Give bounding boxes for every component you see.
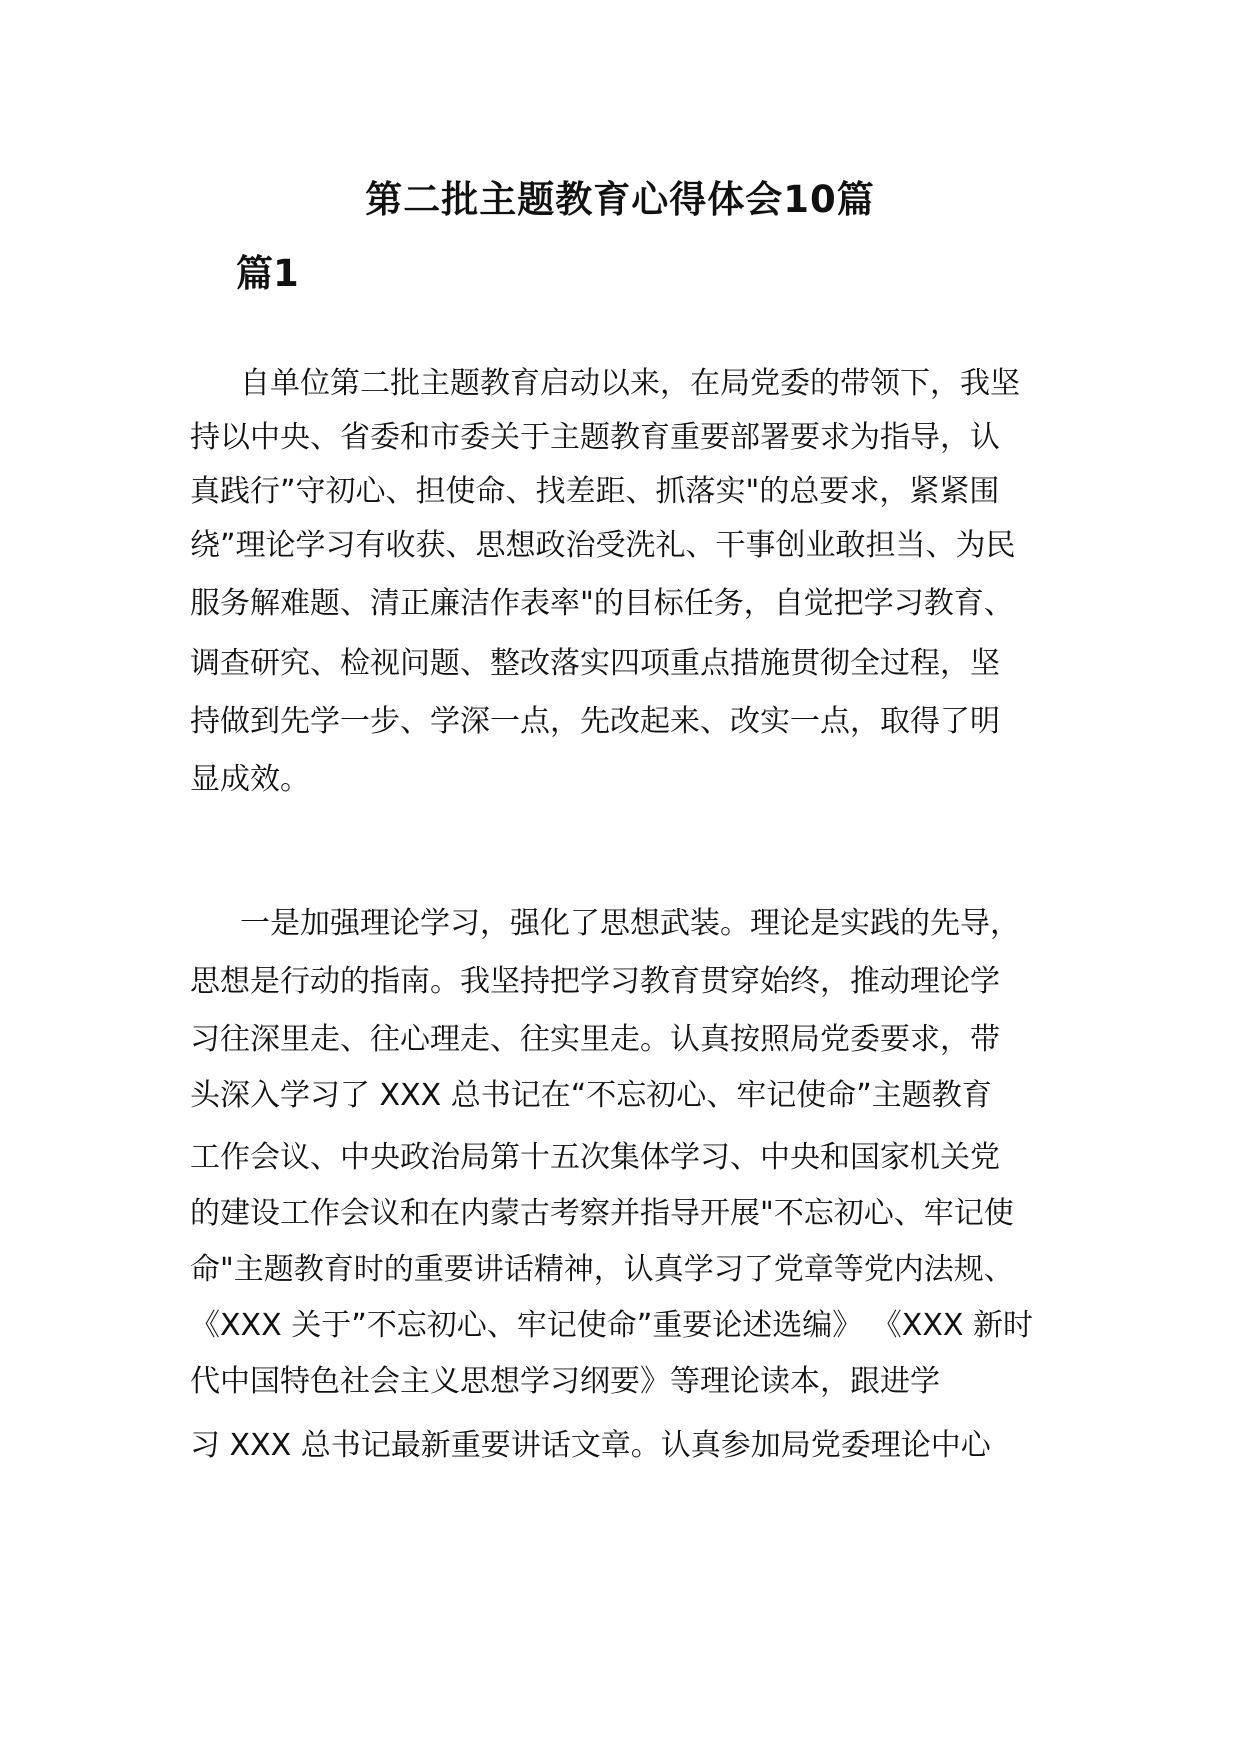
paragraph-line: 显成效。 bbox=[190, 762, 310, 797]
paragraph-line: 习 XXX 总书记最新重要讲话文章。认真参加局党委理论中心 bbox=[190, 1428, 991, 1463]
paragraph-line: 代中国特色社会主义思想学习纲要》等理论读本，跟进学 bbox=[190, 1364, 940, 1399]
paragraph-line: 真践行”守初心、担使命、找差距、抓落实"的总要求，紧紧围 bbox=[190, 474, 1000, 509]
paragraph-line: 的建设工作会议和在内蒙古考察并指导开展"不忘初心、牢记使 bbox=[190, 1196, 1014, 1231]
paragraph-line: 工作会议、中央政治局第十五次集体学习、中央和国家机关党 bbox=[190, 1140, 1000, 1175]
paragraph-line: 绕”理论学习有收获、思想政治受洗礼、干事创业敢担当、为民 bbox=[190, 528, 1016, 563]
paragraph-line: 调查研究、检视问题、整改落实四项重点措施贯彻全过程，坚 bbox=[190, 646, 1000, 681]
paragraph-line: 习往深里走、往心理走、往实里走。认真按照局党委要求，带 bbox=[190, 1022, 1000, 1057]
paragraph-line: 《XXX 关于”不忘初心、牢记使命”重要论述选编》 《XXX 新时 bbox=[190, 1308, 1034, 1343]
paragraph-line: 思想是行动的指南。我坚持把学习教育贯穿始终，推动理论学 bbox=[190, 964, 1000, 999]
section-heading: 篇1 bbox=[236, 252, 299, 295]
paragraph-line: 服务解难题、清正廉洁作表率"的目标任务，自觉把学习教育、 bbox=[190, 586, 1014, 621]
paragraph-line: 自单位第二批主题教育启动以来，在局党委的带领下，我坚 bbox=[240, 366, 1020, 401]
paragraph-line: 持做到先学一步、学深一点，先改起来、改实一点，取得了明 bbox=[190, 704, 1000, 739]
paragraph-line: 头深入学习了 XXX 总书记在“不忘初心、牢记使命”主题教育 bbox=[190, 1078, 992, 1113]
paragraph-line: 持以中央、省委和市委关于主题教育重要部署要求为指导，认 bbox=[190, 420, 1000, 455]
paragraph-line: 一是加强理论学习，强化了思想武装。理论是实践的先导， bbox=[240, 906, 1020, 941]
page-title: 第二批主题教育心得体会10篇 bbox=[365, 178, 875, 221]
paragraph-line: 命"主题教育时的重要讲话精神，认真学习了党章等党内法规、 bbox=[190, 1252, 1014, 1287]
